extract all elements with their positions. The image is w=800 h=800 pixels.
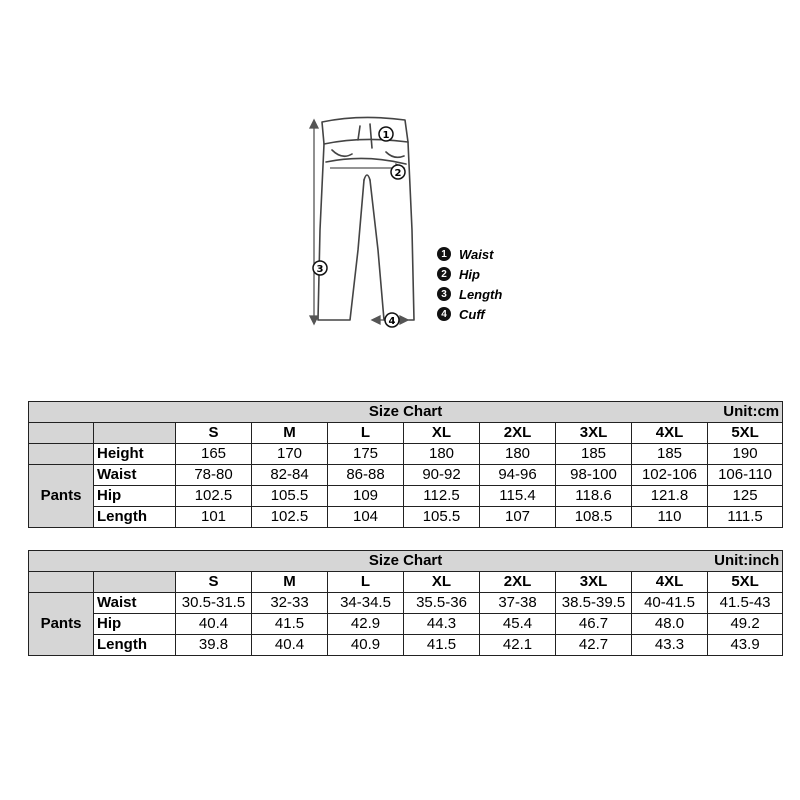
- table-cell: 40-41.5: [632, 593, 708, 614]
- row-label: Length: [94, 507, 176, 528]
- table-cell: 111.5: [708, 507, 783, 528]
- table-cell: 102.5: [252, 507, 328, 528]
- table-title: Size Chart: [368, 552, 443, 569]
- legend-item-cuff: [437, 304, 557, 324]
- table-title-row: [29, 551, 783, 572]
- table-cell: 102-106: [632, 465, 708, 486]
- table-cell: 32-33: [252, 593, 328, 614]
- table-cell: 112.5: [404, 486, 480, 507]
- row-label: Waist: [94, 593, 176, 614]
- size-chart-cm-table: [28, 401, 783, 528]
- size-header: 3XL: [556, 423, 632, 444]
- table-cell: 34-34.5: [328, 593, 404, 614]
- table-cell: 170: [252, 444, 328, 465]
- table-row: [29, 593, 783, 614]
- size-header: XL: [404, 572, 480, 593]
- marker-3-label: 3: [316, 264, 324, 275]
- legend-label: Hip: [459, 266, 480, 282]
- table-cell: 104: [328, 507, 404, 528]
- table-cell: 46.7: [556, 614, 632, 635]
- table-cell: 101: [176, 507, 252, 528]
- table-cell: 185: [556, 444, 632, 465]
- table-cell: 106-110: [708, 465, 783, 486]
- table-cell: 43.9: [708, 635, 783, 656]
- size-header: 2XL: [480, 423, 556, 444]
- table-cell: 40.4: [252, 635, 328, 656]
- table-cell: 44.3: [404, 614, 480, 635]
- table-cell: 37-38: [480, 593, 556, 614]
- size-chart-inch-table: [28, 550, 783, 656]
- size-header-row: [29, 423, 783, 444]
- table-cell: 94-96: [480, 465, 556, 486]
- number-4-icon: 4: [437, 307, 451, 321]
- size-header: 4XL: [632, 572, 708, 593]
- table-cell: 42.9: [328, 614, 404, 635]
- table-cell: 42.7: [556, 635, 632, 656]
- group-label: Pants: [29, 465, 94, 528]
- table-cell: 39.8: [176, 635, 252, 656]
- table-row: [29, 444, 783, 465]
- legend-item-hip: [437, 264, 557, 284]
- size-header: M: [252, 423, 328, 444]
- table-cell: 48.0: [632, 614, 708, 635]
- row-label: Length: [94, 635, 176, 656]
- table-row: [29, 614, 783, 635]
- table-cell: 180: [480, 444, 556, 465]
- table-cell: 185: [632, 444, 708, 465]
- table-title-cell: [29, 551, 783, 572]
- table-cell: 41.5-43: [708, 593, 783, 614]
- legend-label: Waist: [459, 246, 494, 262]
- table-title-cell: [29, 402, 783, 423]
- table-cell: 175: [328, 444, 404, 465]
- table-cell: 40.9: [328, 635, 404, 656]
- table-title-row: [29, 402, 783, 423]
- legend-label: Cuff: [459, 306, 485, 322]
- table-cell: 109: [328, 486, 404, 507]
- table-cell: 165: [176, 444, 252, 465]
- table-cell: 78-80: [176, 465, 252, 486]
- table-cell: 125: [708, 486, 783, 507]
- table-cell: 105.5: [404, 507, 480, 528]
- table-cell: 38.5-39.5: [556, 593, 632, 614]
- table-title: Size Chart: [368, 403, 443, 420]
- row-label: Hip: [94, 486, 176, 507]
- size-header: S: [176, 572, 252, 593]
- table-cell: 86-88: [328, 465, 404, 486]
- size-header: 2XL: [480, 572, 556, 593]
- table-cell: 40.4: [176, 614, 252, 635]
- table-cell: 30.5-31.5: [176, 593, 252, 614]
- table-cell: 110: [632, 507, 708, 528]
- size-header: XL: [404, 423, 480, 444]
- size-header: S: [176, 423, 252, 444]
- group-label: Pants: [29, 593, 94, 656]
- table-cell: 118.6: [556, 486, 632, 507]
- size-header: M: [252, 572, 328, 593]
- table-cell: 82-84: [252, 465, 328, 486]
- table-cell: 190: [708, 444, 783, 465]
- table-row: [29, 507, 783, 528]
- table-cell: 108.5: [556, 507, 632, 528]
- table-cell: 105.5: [252, 486, 328, 507]
- table-cell: 180: [404, 444, 480, 465]
- table-cell: 49.2: [708, 614, 783, 635]
- table-row: [29, 486, 783, 507]
- table-cell: 107: [480, 507, 556, 528]
- measurement-legend: [437, 244, 557, 324]
- number-3-icon: 3: [437, 287, 451, 301]
- size-header: L: [328, 572, 404, 593]
- size-header-row: [29, 572, 783, 593]
- legend-item-waist: [437, 244, 557, 264]
- table-cell: 115.4: [480, 486, 556, 507]
- number-2-icon: 2: [437, 267, 451, 281]
- legend-item-length: [437, 284, 557, 304]
- table-cell: 43.3: [632, 635, 708, 656]
- table-cell: 98-100: [556, 465, 632, 486]
- size-header: 5XL: [708, 572, 783, 593]
- size-header: 4XL: [632, 423, 708, 444]
- size-header: 5XL: [708, 423, 783, 444]
- table-cell: 90-92: [404, 465, 480, 486]
- row-label: Waist: [94, 465, 176, 486]
- table-cell: 42.1: [480, 635, 556, 656]
- table-unit: Unit:cm: [723, 403, 780, 420]
- table-cell: 41.5: [252, 614, 328, 635]
- marker-4-label: 4: [388, 316, 396, 327]
- marker-2-label: 2: [394, 168, 402, 179]
- row-label: Height: [94, 444, 176, 465]
- table-row: [29, 465, 783, 486]
- number-1-icon: 1: [437, 247, 451, 261]
- table-cell: 45.4: [480, 614, 556, 635]
- table-cell: 41.5: [404, 635, 480, 656]
- table-cell: 121.8: [632, 486, 708, 507]
- row-label: Hip: [94, 614, 176, 635]
- table-cell: 35.5-36: [404, 593, 480, 614]
- legend-label: Length: [459, 286, 503, 302]
- size-header: L: [328, 423, 404, 444]
- marker-1-label: 1: [382, 130, 390, 141]
- table-row: [29, 635, 783, 656]
- size-header: 3XL: [556, 572, 632, 593]
- table-unit: Unit:inch: [714, 552, 780, 569]
- table-cell: 102.5: [176, 486, 252, 507]
